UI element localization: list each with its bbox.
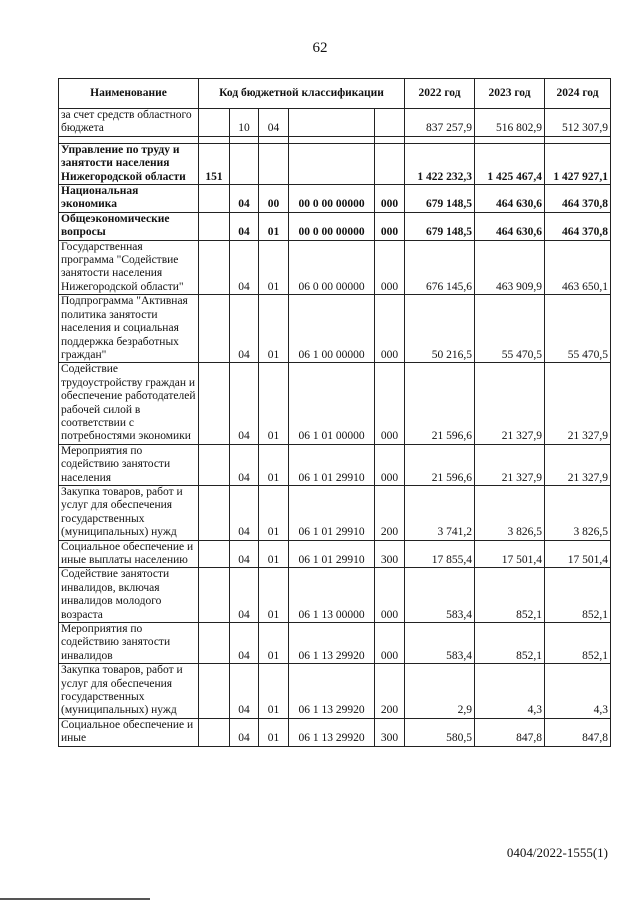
row-name: Национальная экономика — [59, 185, 199, 213]
row-amount-2024: 1 427 927,1 — [545, 143, 611, 184]
table-row — [59, 540, 611, 568]
row-amount-2024: 17 501,4 — [545, 540, 611, 568]
table-row — [59, 718, 611, 746]
row-amount-2022: 676 145,6 — [405, 240, 475, 295]
row-target-article: 00 0 00 00000 — [289, 185, 375, 213]
table-row — [59, 143, 611, 184]
row-amount-2023: 55 470,5 — [475, 295, 545, 363]
row-amount-2024: 847,8 — [545, 718, 611, 746]
row-amount-2022: 2,9 — [405, 664, 475, 719]
row-ved — [199, 540, 230, 568]
spacer-cell — [475, 136, 545, 143]
row-amount-2023: 1 425 467,4 — [475, 143, 545, 184]
row-amount-2023: 3 826,5 — [475, 485, 545, 540]
row-subsection: 01 — [259, 240, 289, 295]
row-amount-2023: 464 630,6 — [475, 185, 545, 213]
row-ved — [199, 568, 230, 623]
row-amount-2023: 21 327,9 — [475, 444, 545, 485]
table-row — [59, 295, 611, 363]
row-amount-2024: 464 370,8 — [545, 212, 611, 240]
row-ved — [199, 623, 230, 664]
header-2023: 2023 год — [475, 79, 545, 109]
row-ved — [199, 109, 230, 137]
row-section: 04 — [230, 664, 259, 719]
row-ved — [199, 185, 230, 213]
row-expense-type: 000 — [375, 568, 405, 623]
row-target-article: 06 1 13 29920 — [289, 718, 375, 746]
row-target-article: 06 1 01 29910 — [289, 485, 375, 540]
row-subsection: 01 — [259, 568, 289, 623]
row-target-article — [289, 109, 375, 137]
row-ved — [199, 212, 230, 240]
header-name: Наименование — [59, 79, 199, 109]
row-target-article: 06 1 00 00000 — [289, 295, 375, 363]
row-target-article: 06 1 13 29920 — [289, 623, 375, 664]
row-section: 04 — [230, 568, 259, 623]
row-subsection: 01 — [259, 664, 289, 719]
spacer-cell — [199, 136, 230, 143]
row-name: Мероприятия по содействию занятости инвалидов — [59, 623, 199, 664]
spacer-cell — [289, 136, 375, 143]
row-ved — [199, 664, 230, 719]
spacer-row — [59, 136, 611, 143]
row-name: за счет средств областного бюджета — [59, 109, 199, 137]
row-subsection: 01 — [259, 212, 289, 240]
row-amount-2023: 852,1 — [475, 568, 545, 623]
spacer-cell — [259, 136, 289, 143]
row-expense-type — [375, 109, 405, 137]
row-subsection: 01 — [259, 623, 289, 664]
row-target-article: 06 1 01 29910 — [289, 540, 375, 568]
row-amount-2022: 679 148,5 — [405, 185, 475, 213]
row-expense-type: 300 — [375, 718, 405, 746]
row-amount-2022: 580,5 — [405, 718, 475, 746]
row-amount-2024: 3 826,5 — [545, 485, 611, 540]
row-amount-2024: 852,1 — [545, 568, 611, 623]
row-target-article: 00 0 00 00000 — [289, 212, 375, 240]
row-amount-2024: 464 370,8 — [545, 185, 611, 213]
row-name: Социальное обеспечение и иные выплаты населению — [59, 540, 199, 568]
table-row — [59, 568, 611, 623]
row-ved — [199, 485, 230, 540]
row-subsection: 01 — [259, 540, 289, 568]
row-section: 04 — [230, 485, 259, 540]
table-row — [59, 363, 611, 444]
row-name: Закупка товаров, работ и услуг для обеспечения государственных (муниципальных) нужд — [59, 485, 199, 540]
row-section: 04 — [230, 363, 259, 444]
table-row — [59, 185, 611, 213]
row-subsection — [259, 143, 289, 184]
row-amount-2022: 17 855,4 — [405, 540, 475, 568]
table-row — [59, 444, 611, 485]
row-expense-type: 000 — [375, 363, 405, 444]
row-name: Содействие трудоустройству граждан и обеспечение работодателей рабочей силой в соответствии с потребностями экономики — [59, 363, 199, 444]
row-expense-type: 300 — [375, 540, 405, 568]
row-amount-2022: 3 741,2 — [405, 485, 475, 540]
row-section: 04 — [230, 623, 259, 664]
row-name: Подпрограмма "Активная политика занятости населения и социальная поддержка безработных граждан" — [59, 295, 199, 363]
header-code: Код бюджетной классификации — [199, 79, 405, 109]
row-subsection: 01 — [259, 485, 289, 540]
table-row — [59, 240, 611, 295]
row-expense-type: 000 — [375, 295, 405, 363]
row-expense-type: 200 — [375, 664, 405, 719]
row-section: 04 — [230, 718, 259, 746]
row-expense-type — [375, 143, 405, 184]
row-target-article: 06 1 01 29910 — [289, 444, 375, 485]
header-2024: 2024 год — [545, 79, 611, 109]
row-amount-2022: 583,4 — [405, 568, 475, 623]
row-amount-2022: 21 596,6 — [405, 363, 475, 444]
table-row — [59, 623, 611, 664]
row-target-article: 06 1 13 00000 — [289, 568, 375, 623]
row-section: 04 — [230, 212, 259, 240]
table-header-row — [59, 79, 611, 109]
row-expense-type: 000 — [375, 444, 405, 485]
row-amount-2024: 463 650,1 — [545, 240, 611, 295]
row-name: Государственная программа "Содействие занятости населения Нижегородской области" — [59, 240, 199, 295]
document-code: 0404/2022-1555(1) — [506, 845, 608, 860]
table-row — [59, 485, 611, 540]
row-section: 10 — [230, 109, 259, 137]
row-amount-2024: 512 307,9 — [545, 109, 611, 137]
table-body — [59, 109, 611, 747]
row-expense-type: 200 — [375, 485, 405, 540]
row-subsection: 04 — [259, 109, 289, 137]
spacer-cell — [230, 136, 259, 143]
row-ved — [199, 444, 230, 485]
row-expense-type: 000 — [375, 623, 405, 664]
row-expense-type: 000 — [375, 212, 405, 240]
row-ved — [199, 295, 230, 363]
row-target-article — [289, 143, 375, 184]
row-amount-2022: 50 216,5 — [405, 295, 475, 363]
spacer-cell — [405, 136, 475, 143]
row-subsection: 01 — [259, 363, 289, 444]
row-subsection: 01 — [259, 718, 289, 746]
row-target-article: 06 1 13 29920 — [289, 664, 375, 719]
row-amount-2023: 516 802,9 — [475, 109, 545, 137]
row-amount-2022: 1 422 232,3 — [405, 143, 475, 184]
row-section: 04 — [230, 240, 259, 295]
row-name: Содействие занятости инвалидов, включая инвалидов молодого возраста — [59, 568, 199, 623]
row-amount-2023: 17 501,4 — [475, 540, 545, 568]
bottom-rule — [0, 898, 150, 900]
header-2022: 2022 год — [405, 79, 475, 109]
row-amount-2023: 464 630,6 — [475, 212, 545, 240]
row-section: 04 — [230, 444, 259, 485]
row-amount-2022: 583,4 — [405, 623, 475, 664]
row-section: 04 — [230, 295, 259, 363]
row-target-article: 06 0 00 00000 — [289, 240, 375, 295]
spacer-cell — [375, 136, 405, 143]
row-expense-type: 000 — [375, 185, 405, 213]
table-row — [59, 109, 611, 137]
row-amount-2022: 837 257,9 — [405, 109, 475, 137]
row-target-article: 06 1 01 00000 — [289, 363, 375, 444]
spacer-cell — [59, 136, 199, 143]
row-ved — [199, 363, 230, 444]
row-amount-2024: 4,3 — [545, 664, 611, 719]
row-amount-2023: 4,3 — [475, 664, 545, 719]
row-amount-2024: 21 327,9 — [545, 363, 611, 444]
row-name: Закупка товаров, работ и услуг для обеспечения государственных (муниципальных) нужд — [59, 664, 199, 719]
row-subsection: 01 — [259, 295, 289, 363]
row-amount-2024: 852,1 — [545, 623, 611, 664]
row-amount-2023: 21 327,9 — [475, 363, 545, 444]
row-name: Управление по труду и занятости населения Нижегородской области — [59, 143, 199, 184]
page-number: 62 — [312, 40, 328, 56]
row-amount-2023: 852,1 — [475, 623, 545, 664]
row-ved — [199, 240, 230, 295]
row-subsection: 01 — [259, 444, 289, 485]
row-amount-2022: 679 148,5 — [405, 212, 475, 240]
row-name: Общеэкономические вопросы — [59, 212, 199, 240]
spacer-cell — [545, 136, 611, 143]
row-subsection: 00 — [259, 185, 289, 213]
row-amount-2023: 463 909,9 — [475, 240, 545, 295]
row-amount-2024: 55 470,5 — [545, 295, 611, 363]
row-amount-2024: 21 327,9 — [545, 444, 611, 485]
row-section: 04 — [230, 185, 259, 213]
row-ved: 151 — [199, 143, 230, 184]
row-section: 04 — [230, 540, 259, 568]
row-name: Социальное обеспечение и иные — [59, 718, 199, 746]
row-name: Мероприятия по содействию занятости населения — [59, 444, 199, 485]
table-row — [59, 664, 611, 719]
row-ved — [199, 718, 230, 746]
row-section — [230, 143, 259, 184]
row-amount-2023: 847,8 — [475, 718, 545, 746]
row-amount-2022: 21 596,6 — [405, 444, 475, 485]
budget-table — [58, 78, 611, 747]
table-row — [59, 212, 611, 240]
row-expense-type: 000 — [375, 240, 405, 295]
